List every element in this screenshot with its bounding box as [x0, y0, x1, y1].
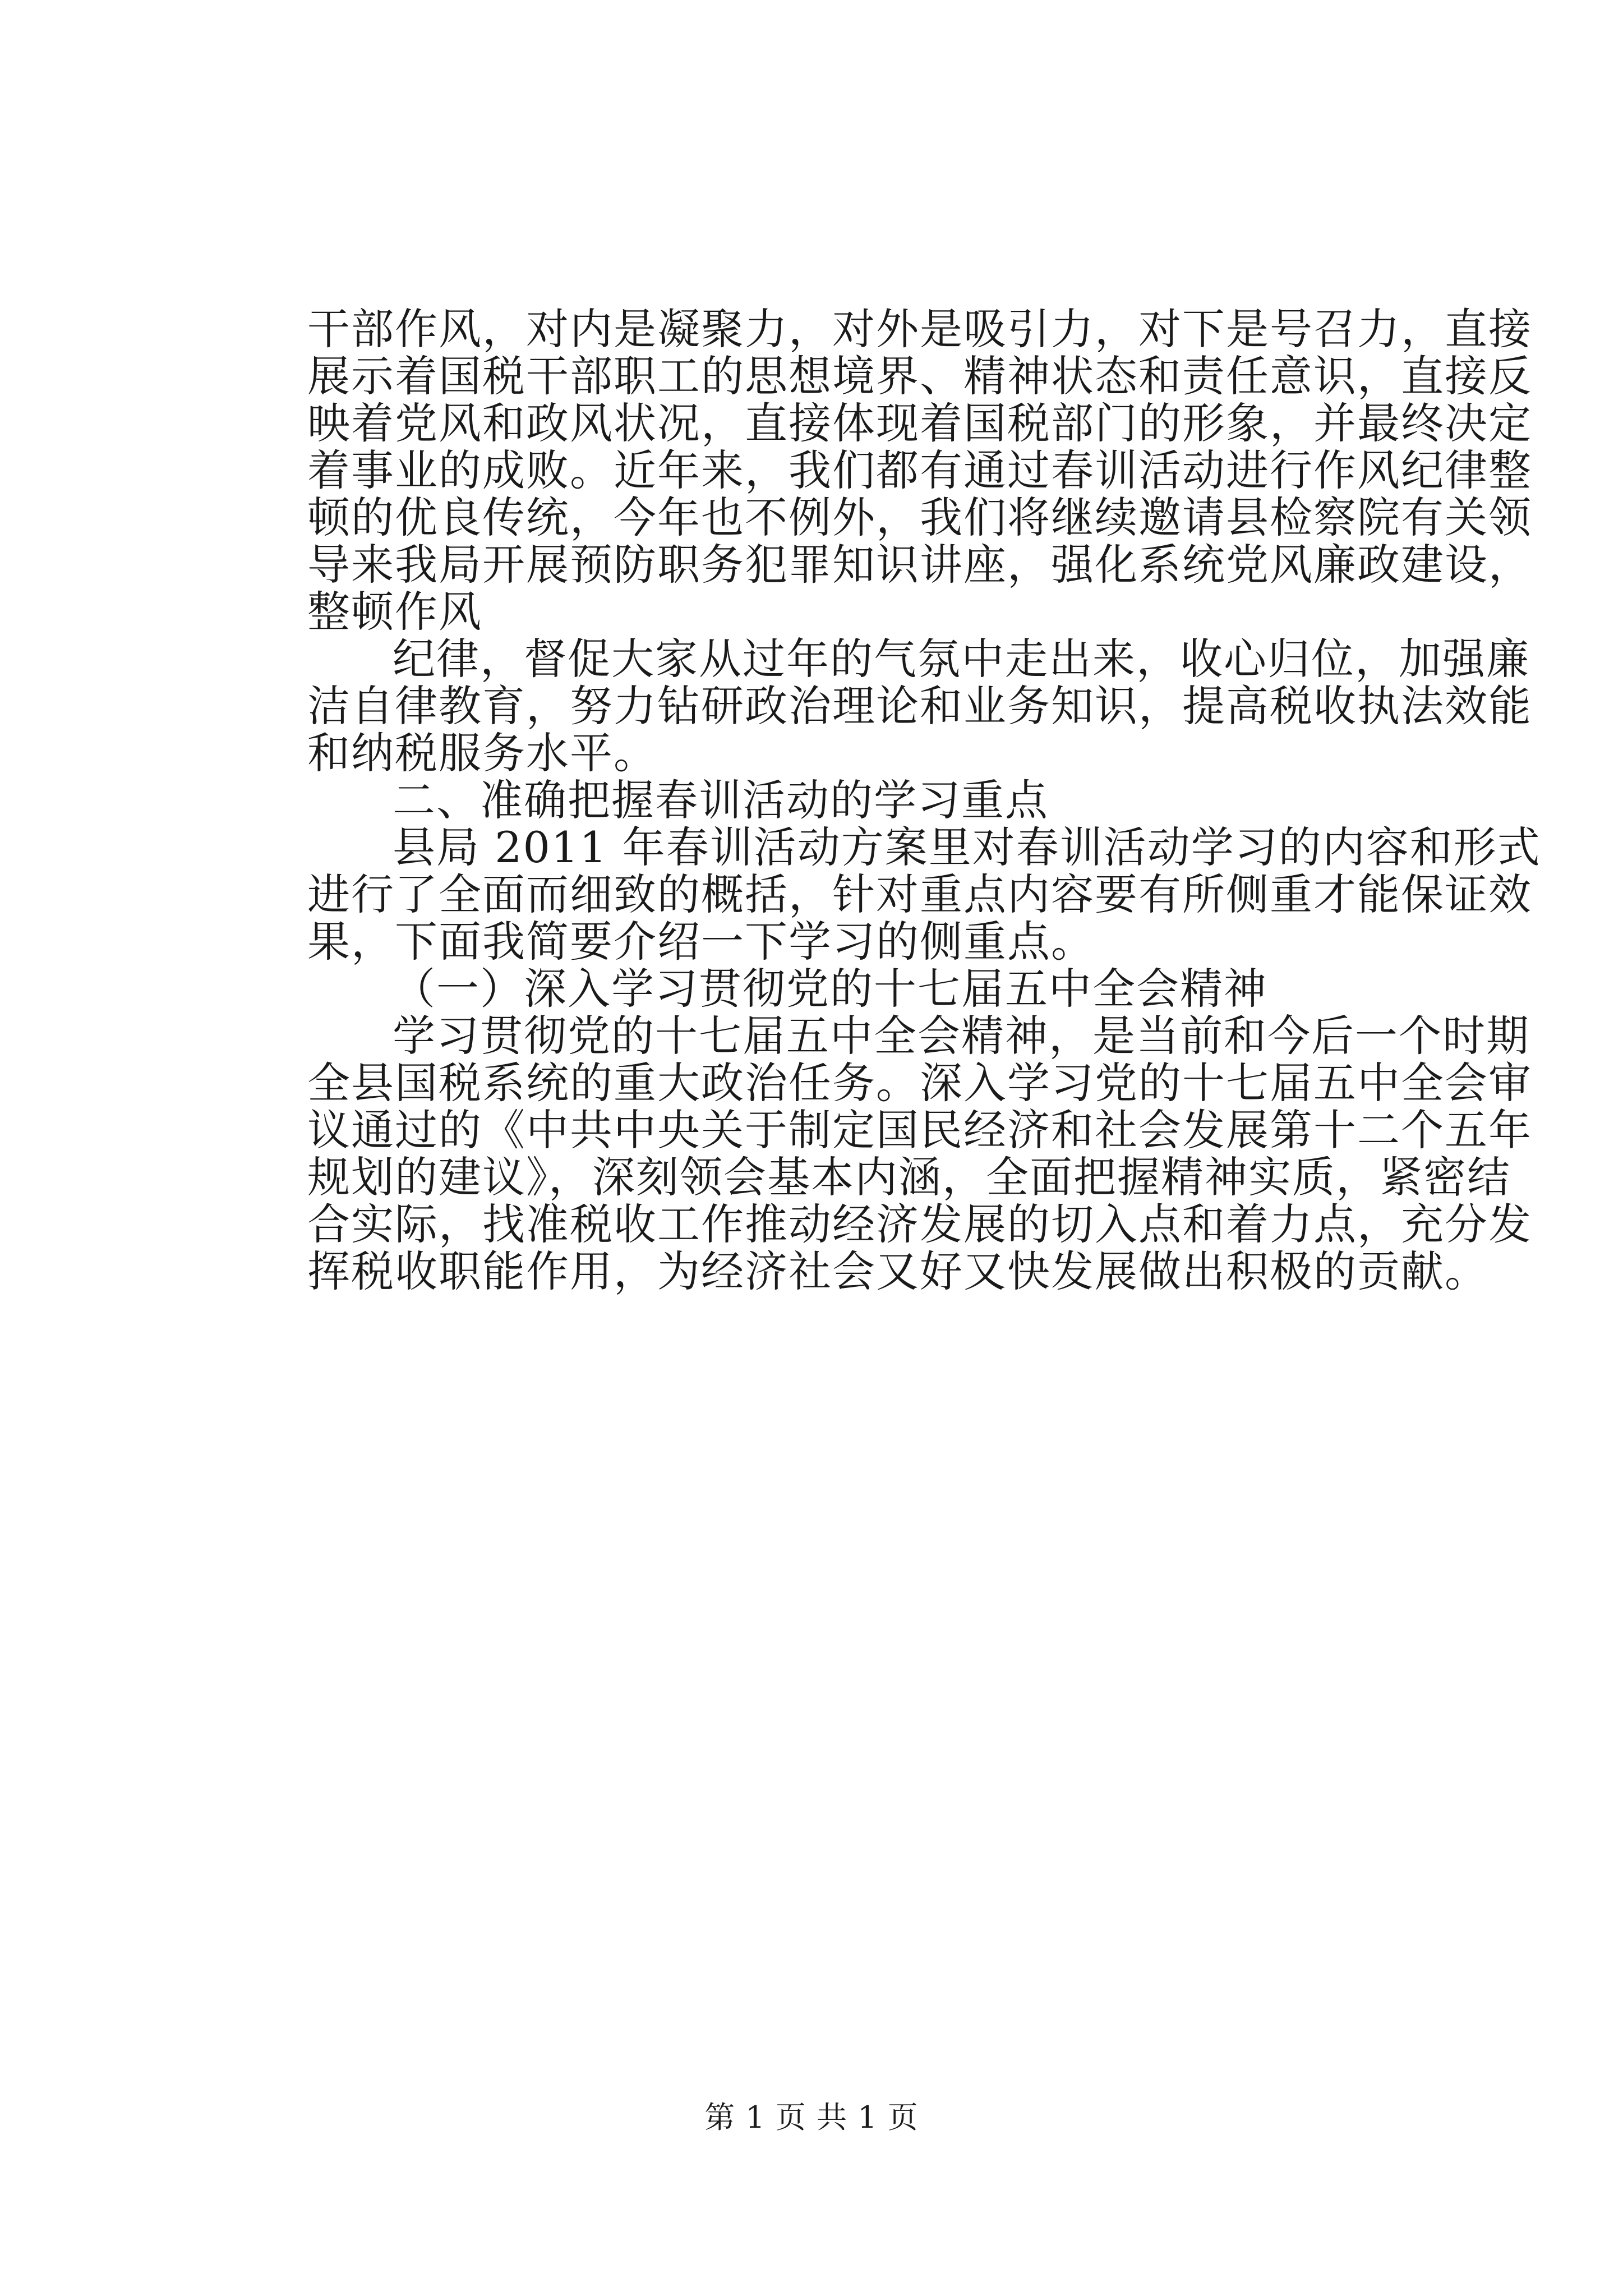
- paragraph-1-line-3: 映着党风和政风状况，直接体现着国税部门的形象，并最终决定: [307, 398, 1532, 448]
- section-heading-2: 二、准确把握春训活动的学习重点: [393, 775, 1049, 825]
- page-number-label: 第 1 页 共 1 页: [704, 2100, 919, 2135]
- subsection-heading-1: （一）深入学习贯彻党的十七届五中全会精神: [393, 964, 1267, 1014]
- paragraph-1-line-4: 着事业的成败。近年来，我们都有通过春训活动进行作风纪律整: [307, 445, 1532, 495]
- paragraph-6-line-1: 学习贯彻党的十七届五中全会精神，是当前和今后一个时期: [393, 1011, 1530, 1061]
- paragraph-2-line-2: 洁自律教育，努力钻研政治理论和业务知识，提高税收执法效能: [307, 681, 1532, 731]
- paragraph-1-line-5: 顿的优良传统，今年也不例外，我们将继续邀请县检察院有关领: [307, 493, 1532, 542]
- paragraph-4-line-2: 进行了全面而细致的概括，针对重点内容要有所侧重才能保证效: [307, 869, 1532, 919]
- paragraph-4-line-3: 果，下面我简要介绍一下学习的侧重点。: [307, 917, 1095, 967]
- paragraph-2-line-1: 纪律，督促大家从过年的气氛中走出来，收心归位，加强廉: [393, 634, 1530, 684]
- paragraph-1-line-2: 展示着国税干部职工的思想境界、精神状态和责任意识，直接反: [307, 351, 1532, 401]
- paragraph-2-line-3: 和纳税服务水平。: [307, 728, 657, 778]
- paragraph-4-line-1: 县局 2011 年春训活动方案里对春训活动学习的内容和形式: [393, 822, 1541, 872]
- page-footer: [0, 2101, 1623, 2134]
- document-body: [307, 304, 1541, 1296]
- paragraph-6-line-6: 挥税收职能作用，为经济社会又好又快发展做出积极的贡献。: [307, 1246, 1488, 1296]
- paragraph-1-line-1: 干部作风，对内是凝聚力，对外是吸引力，对下是号召力，直接: [307, 304, 1532, 354]
- paragraph-6-line-2: 全县国税系统的重大政治任务。深入学习党的十七届五中全会审: [307, 1058, 1532, 1108]
- paragraph-6-line-4: 规划的建议》，深刻领会基本内涵，全面把握精神实质，紧密结: [307, 1152, 1511, 1202]
- paragraph-6-line-5: 合实际，找准税收工作推动经济发展的切入点和着力点，充分发: [307, 1199, 1532, 1249]
- paragraph-6-line-3: 议通过的《中共中央关于制定国民经济和社会发展第十二个五年: [307, 1105, 1532, 1155]
- paragraph-1-line-6: 导来我局开展预防职务犯罪知识讲座，强化系统党风廉政建设，: [307, 540, 1532, 590]
- paragraph-1-line-7: 整顿作风: [307, 587, 482, 637]
